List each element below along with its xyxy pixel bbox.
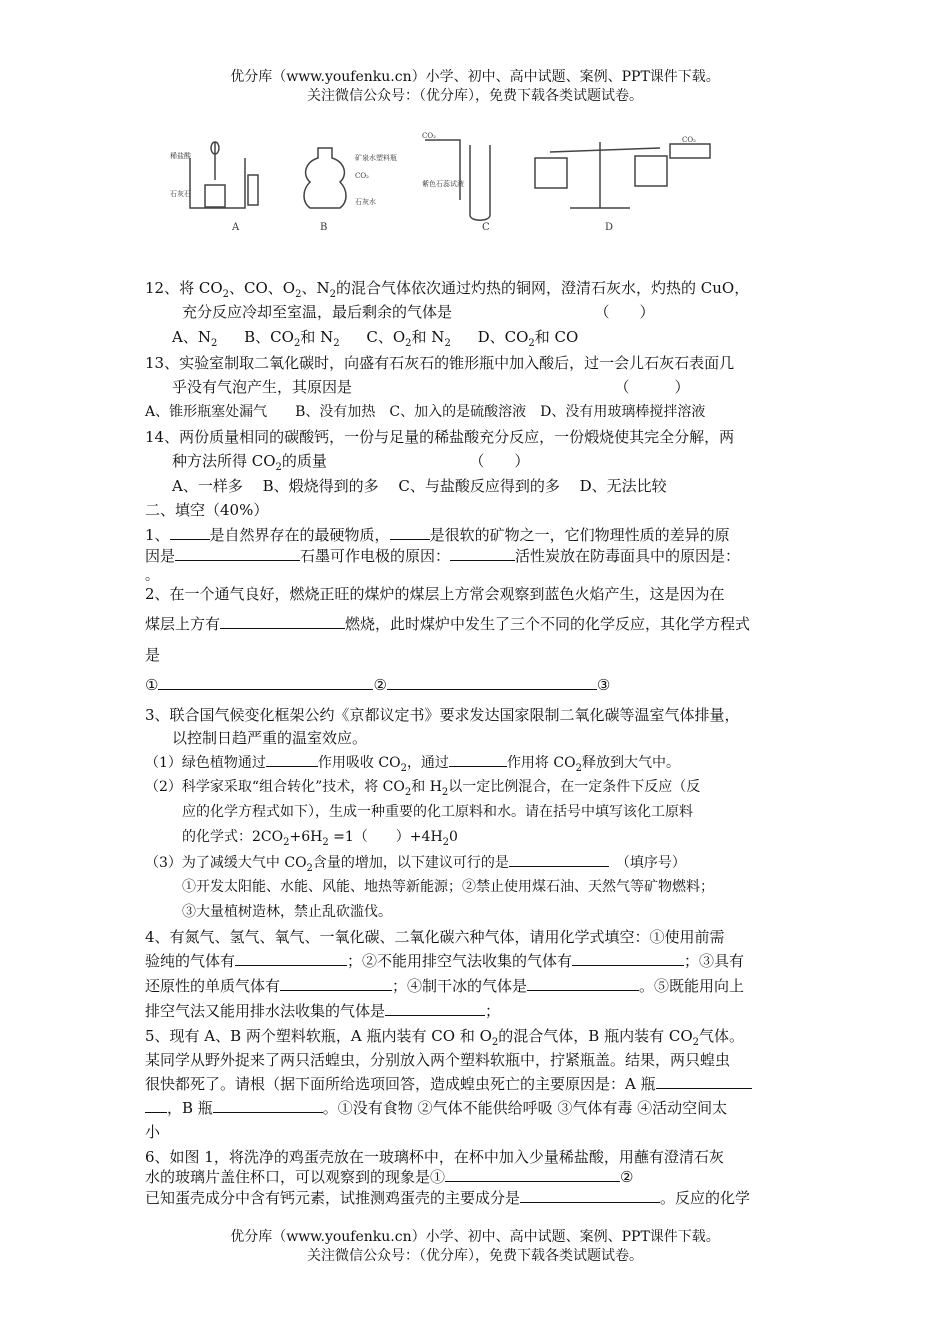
q13-line-2: 乎没有气泡产生，其原因是 （ ） xyxy=(172,378,690,396)
f5-blank-b[interactable] xyxy=(213,1098,323,1113)
fig-label-b: B xyxy=(320,222,328,233)
footer-line-1: 优分库（www.youfenku.cn）小学、初中、高中试题、案例、PPT课件下载。 xyxy=(230,1229,720,1245)
f3-part-3-line-2: ①开发太阳能、水能、风能、地热等新能源；②禁止使用煤石油、天然气等矿物燃料； xyxy=(182,879,714,895)
f2-line-3: 是 xyxy=(145,646,161,664)
f4-blank-2[interactable] xyxy=(572,951,684,966)
f1-blank-3[interactable] xyxy=(175,546,300,561)
section-2-title: 二、填空（40%） xyxy=(145,501,269,519)
f4-line-1: 4、有氮气、氢气、氧气、一氧化碳、二氧化碳六种气体，请用化学式填空：①使用前需 xyxy=(145,928,725,946)
f6-line-2: 水的玻璃片盖住杯口，可以观察到的现象是① ② xyxy=(145,1168,634,1186)
f4-blank-1[interactable] xyxy=(235,951,347,966)
fig-b-label-2: CO₂ xyxy=(355,172,369,180)
f2-line-1: 2、在一个通气良好，燃烧正旺的煤炉的煤层上方常会观察到蓝色火焰产生，这是因为在 xyxy=(145,585,725,603)
f6-line-3: 已知蛋壳成分中含有钙元素，试推测鸡蛋壳的主要成分是 。反应的化学 xyxy=(145,1189,751,1207)
f2-line-2: 煤层上方有 燃烧，此时煤炉中发生了三个不同的化学反应，其化学方程式 xyxy=(145,615,751,633)
fig-a-label-2: 石灰石 xyxy=(170,190,191,198)
f4-line-4: 排空气法又能用排水法收集的气体是 ； xyxy=(145,1002,501,1020)
f3-part-3: （3）为了减缓大气中 $CO_2$含量的增加，以下建议可行的是 （填序号） xyxy=(145,852,686,873)
apparatus-figure xyxy=(160,130,720,240)
fig-label-d: D xyxy=(605,222,614,233)
fig-label-c: C xyxy=(482,222,490,233)
apparatus-d xyxy=(535,142,710,208)
f5-line-4: ，B 瓶 。①没有食物 ②气体不能供给呼吸 ③气体有毒 ④活动空间太 xyxy=(145,1098,727,1118)
f5-blank-a-cont[interactable] xyxy=(145,1098,167,1113)
q12-options: A、$N_2$ B、$CO_2$和 $N_2$ C、$O_2$和 $N_2$ D、$CO_2$和 CO xyxy=(172,328,579,349)
q12-line-1: 12、将 $CO_2$、CO、$O_2$、$N_2$的混合气体依次通过灼热的铜网，澄清石灰水，灼热的 CuO， xyxy=(145,279,750,300)
f2-eq-blank-1[interactable] xyxy=(158,675,373,690)
page-footer xyxy=(0,1228,950,1266)
f6-blank-1[interactable] xyxy=(445,1167,620,1182)
fig-d-label-1: CO₂ xyxy=(682,136,696,144)
q14-line-1: 14、两份质量相同的碳酸钙，一份与足量的稀盐酸充分反应，一份煅烧使其完全分解，两 xyxy=(145,428,735,446)
footer-line-2: 关注微信公众号：（优分库），免费下载各类试题试卷。 xyxy=(307,1248,643,1264)
f1-blank-2[interactable] xyxy=(390,525,430,540)
f2-blank-1[interactable] xyxy=(220,614,345,629)
fig-b-label-3: 石灰水 xyxy=(355,198,376,206)
f3-part-2-line-2: 应的化学方程式如下），生成一种重要的化工原料和水。请在括号中填写该化工原料 xyxy=(182,804,693,820)
f4-line-3: 还原性的单质气体有 ；④制干冰的气体是 。⑤既能用向上 xyxy=(145,977,745,995)
fig-b-label-1: 矿泉水塑料瓶 xyxy=(355,154,397,162)
f6-blank-2[interactable] xyxy=(520,1188,660,1203)
fig-c-label-2: 紫色石蕊试液 xyxy=(422,180,464,188)
f3-part-2-line-3: 的化学式：$2CO_2+6H_2 =1$（ ）$+4H_20$ xyxy=(182,829,458,848)
f3-line-2: 以控制日趋严重的温室效应。 xyxy=(172,729,368,747)
f4-blank-4[interactable] xyxy=(527,976,639,991)
f3-blank-3[interactable] xyxy=(509,852,609,867)
q13-options: A、锥形瓶塞处漏气 B、没有加热 C、加入的是硫酸溶液 D、没有用玻璃棒搅拌溶液 xyxy=(145,404,706,420)
f3-part-3-line-3: ③大量植树造林，禁止乱砍滥伐。 xyxy=(182,904,392,920)
fig-c-label-1: CO₂ xyxy=(422,132,436,140)
f1-line-1: 1、 是自然界存在的最硬物质， 是很软的矿物之一，它们物理性质的差异的原 xyxy=(145,526,730,544)
q12-line-2: 充分反应冷却至室温，最后剩余的气体是 （ ） xyxy=(182,303,655,321)
f5-line-5: 小 xyxy=(145,1123,161,1141)
f4-blank-3[interactable] xyxy=(280,976,392,991)
f1-blank-4[interactable] xyxy=(450,546,515,561)
f2-eq-blank-2[interactable] xyxy=(387,675,597,690)
f3-line-1: 3、联合国气候变化框架公约《京都议定书》要求发达国家限制二氧化碳等温室气体排量， xyxy=(145,706,740,724)
f4-line-2: 验纯的气体有 ；②不能用排空气法收集的气体有 ；③具有 xyxy=(145,952,745,970)
f3-blank-1[interactable] xyxy=(266,752,318,767)
f1-line-3: 。 xyxy=(145,568,159,584)
f5-blank-a[interactable] xyxy=(656,1074,752,1089)
f1-blank-1[interactable] xyxy=(170,525,210,540)
fig-a-label-1: 稀盐酸 xyxy=(170,152,191,160)
f3-part-2-line-1: （2）科学家采取“组合转化”技术，将 $CO_2$和 $H_2$以一定比例混合，在一定条件下反应（反 xyxy=(145,779,701,798)
f1-line-2: 因是 石墨可作电极的原因： 活性炭放在防毒面具中的原因是： xyxy=(145,547,741,565)
header-line-1: 优分库（www.youfenku.cn）小学、初中、高中试题、案例、PPT课件下载。 xyxy=(230,69,720,85)
f3-part-1: （1）绿色植物通过 作用吸收 $CO_2$，通过 作用将 $CO_2$释放到大气中。 xyxy=(145,752,680,773)
f5-line-2: 某同学从野外捉来了两只活蝗虫，分别放入两个塑料软瓶中，拧紧瓶盖。结果，两只蝗虫 xyxy=(145,1051,731,1069)
apparatus-a xyxy=(190,142,258,208)
q14-options: A、一样多 B、煅烧得到的多 C、与盐酸反应得到的多 D、无法比较 xyxy=(172,477,667,495)
header-line-2: 关注微信公众号：（优分库），免费下载各类试题试卷。 xyxy=(307,88,643,104)
q14-line-2: 种方法所得 $CO_2$的质量 （ ） xyxy=(172,452,530,473)
f4-blank-5[interactable] xyxy=(385,1001,485,1016)
f3-blank-2[interactable] xyxy=(449,752,507,767)
apparatus-b xyxy=(304,148,346,208)
f5-line-3: 很快都死了。请根（据下面所给选项回答，造成蝗虫死亡的主要原因是：A 瓶 xyxy=(145,1074,752,1094)
f5-line-1: 5、现有 A、B 两个塑料软瓶，A 瓶内装有 CO 和 $O_2$的混合气体，B 瓶内装有 $CO_2$气体。 xyxy=(145,1027,745,1048)
f2-equations: ① ② ③ xyxy=(145,676,611,694)
page-header xyxy=(0,68,950,106)
fig-label-a: A xyxy=(232,222,240,233)
f6-line-1: 6、如图 1，将洗净的鸡蛋壳放在一玻璃杯中，在杯中加入少量稀盐酸，用蘸有澄清石灰 xyxy=(145,1148,724,1166)
q13-line-1: 13、实验室制取二氧化碳时，向盛有石灰石的锥形瓶中加入酸后，过一会儿石灰石表面几 xyxy=(145,354,735,372)
